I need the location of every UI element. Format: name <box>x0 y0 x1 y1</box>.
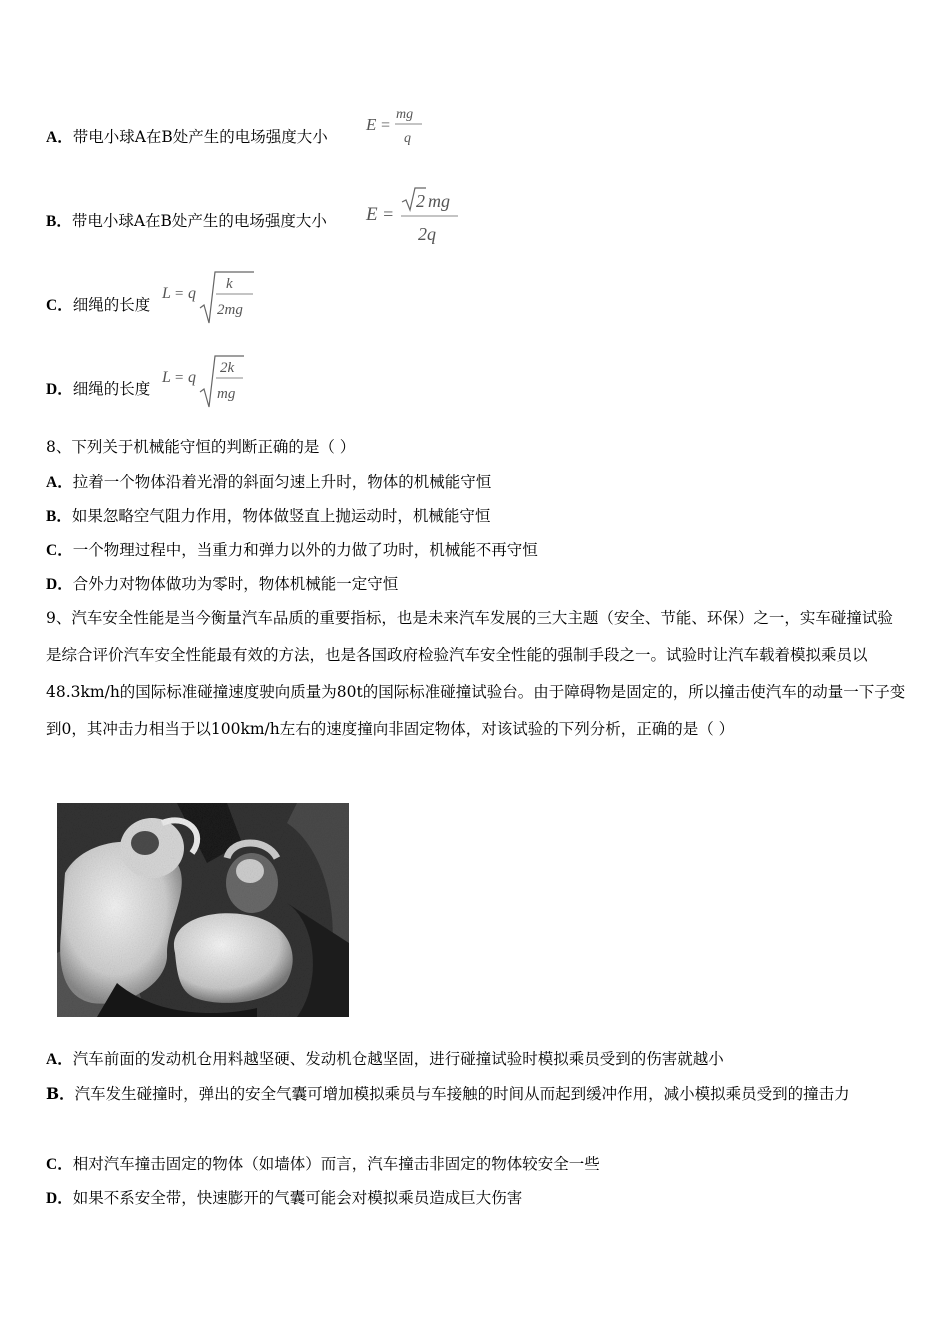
svg-text:L: L <box>162 369 171 386</box>
q9-stem: 9、汽车安全性能是当今衡量汽车品质的重要指标，也是未来汽车发展的三大主题（安全、节能、环保）之一，实车碰撞试验是综合评价汽车安全性能最有效的方法，也是各国政府检验汽车安全性能的强制手段之一。试验时让汽车载着模拟乘员以48.3km/h的国际标准碰撞速度驶向质量为80t的国际标准碰撞试验台。由于障碍物是固定的，所以撞击使汽车的动量一下子变到0，其冲击力相当于以100km/h左右的速度撞向非固定物体，对该试验的下列分析，正确的是（ ） <box>46 609 906 738</box>
formula-graphic <box>364 104 428 148</box>
formula-l-q-sqrt-2k-mg <box>160 352 250 417</box>
option-text: 细绳的长度 <box>72 296 151 314</box>
svg-text:E: E <box>366 204 378 225</box>
svg-text:mg: mg <box>217 386 236 402</box>
svg-text:q: q <box>188 285 196 302</box>
q8-option-a <box>46 472 491 493</box>
svg-text:k: k <box>226 276 233 292</box>
svg-text:2k: 2k <box>220 360 235 376</box>
q9-option-b <box>46 1075 908 1113</box>
option-label: A． <box>46 1051 73 1068</box>
option-label: C． <box>46 542 73 559</box>
svg-text:=: = <box>174 286 185 302</box>
svg-text:q: q <box>188 369 196 386</box>
q8-option-d <box>46 574 398 595</box>
option-text: 合外力对物体做功为零时，物体机械能一定守恒 <box>72 575 399 593</box>
svg-text:q: q <box>404 131 411 146</box>
option-label: B． <box>46 508 72 525</box>
q7-option-c <box>46 295 150 316</box>
q7-option-d <box>46 379 150 400</box>
q7-option-b <box>46 211 327 232</box>
formula-graphic <box>364 186 464 248</box>
option-text: 如果不系安全带，快速膨开的气囊可能会对模拟乘员造成巨大伤害 <box>72 1189 523 1207</box>
option-text: 细绳的长度 <box>72 380 151 398</box>
formula-graphic <box>160 352 250 412</box>
svg-text:2mg: 2mg <box>217 302 243 318</box>
option-label: D． <box>46 1190 73 1207</box>
formula-e-sqrt2mg-2q <box>364 186 464 253</box>
crash-test-photo <box>57 803 349 1017</box>
q8-stem: 8、下列关于机械能守恒的判断正确的是（ ） <box>46 438 356 456</box>
option-label: B． <box>46 1084 75 1103</box>
option-text: 汽车前面的发动机仓用料越坚硬、发动机仓越坚固，进行碰撞试验时模拟乘员受到的伤害就越小 <box>72 1050 724 1068</box>
svg-text:E: E <box>366 115 377 134</box>
svg-text:2: 2 <box>416 191 425 211</box>
option-label: A． <box>46 474 73 491</box>
formula-graphic <box>160 268 260 328</box>
option-label: B． <box>46 213 72 230</box>
svg-text:L: L <box>162 285 171 302</box>
svg-text:mg: mg <box>396 107 414 122</box>
q9-option-a <box>46 1049 724 1070</box>
option-label: D． <box>46 576 73 593</box>
option-text: 一个物理过程中，当重力和弹力以外的力做了功时，机械能不再守恒 <box>72 541 538 559</box>
q7-option-a <box>46 127 328 148</box>
svg-text:=: = <box>380 117 391 134</box>
formula-e-mg-q <box>364 104 428 153</box>
option-text: 相对汽车撞击固定的物体（如墙体）而言，汽车撞击非固定的物体较安全一些 <box>72 1155 600 1173</box>
q8-option-b <box>46 506 490 527</box>
svg-text:2q: 2q <box>418 224 436 244</box>
svg-text:=: = <box>382 204 395 224</box>
option-label: D． <box>46 381 73 398</box>
option-text: 带电小球A在B处产生的电场强度大小 <box>72 128 328 146</box>
svg-text:=: = <box>174 370 185 386</box>
svg-text:mg: mg <box>428 191 450 211</box>
q9-option-c <box>46 1154 600 1175</box>
option-text: 拉着一个物体沿着光滑的斜面匀速上升时，物体的机械能守恒 <box>72 473 492 491</box>
q8-option-c <box>46 540 538 561</box>
option-text: 带电小球A在B处产生的电场强度大小 <box>71 212 327 230</box>
q9-option-d <box>46 1188 522 1209</box>
option-label: C． <box>46 1156 73 1173</box>
option-label: A． <box>46 129 73 146</box>
option-text: 如果忽略空气阻力作用，物体做竖直上抛运动时，机械能守恒 <box>71 507 491 525</box>
formula-l-q-sqrt-k-2mg <box>160 268 260 333</box>
option-text: 汽车发生碰撞时，弹出的安全气囊可增加模拟乘员与车接触的时间从而起到缓冲作用，减小模拟乘员受到的撞击力 <box>74 1085 850 1103</box>
option-label: C． <box>46 297 73 314</box>
